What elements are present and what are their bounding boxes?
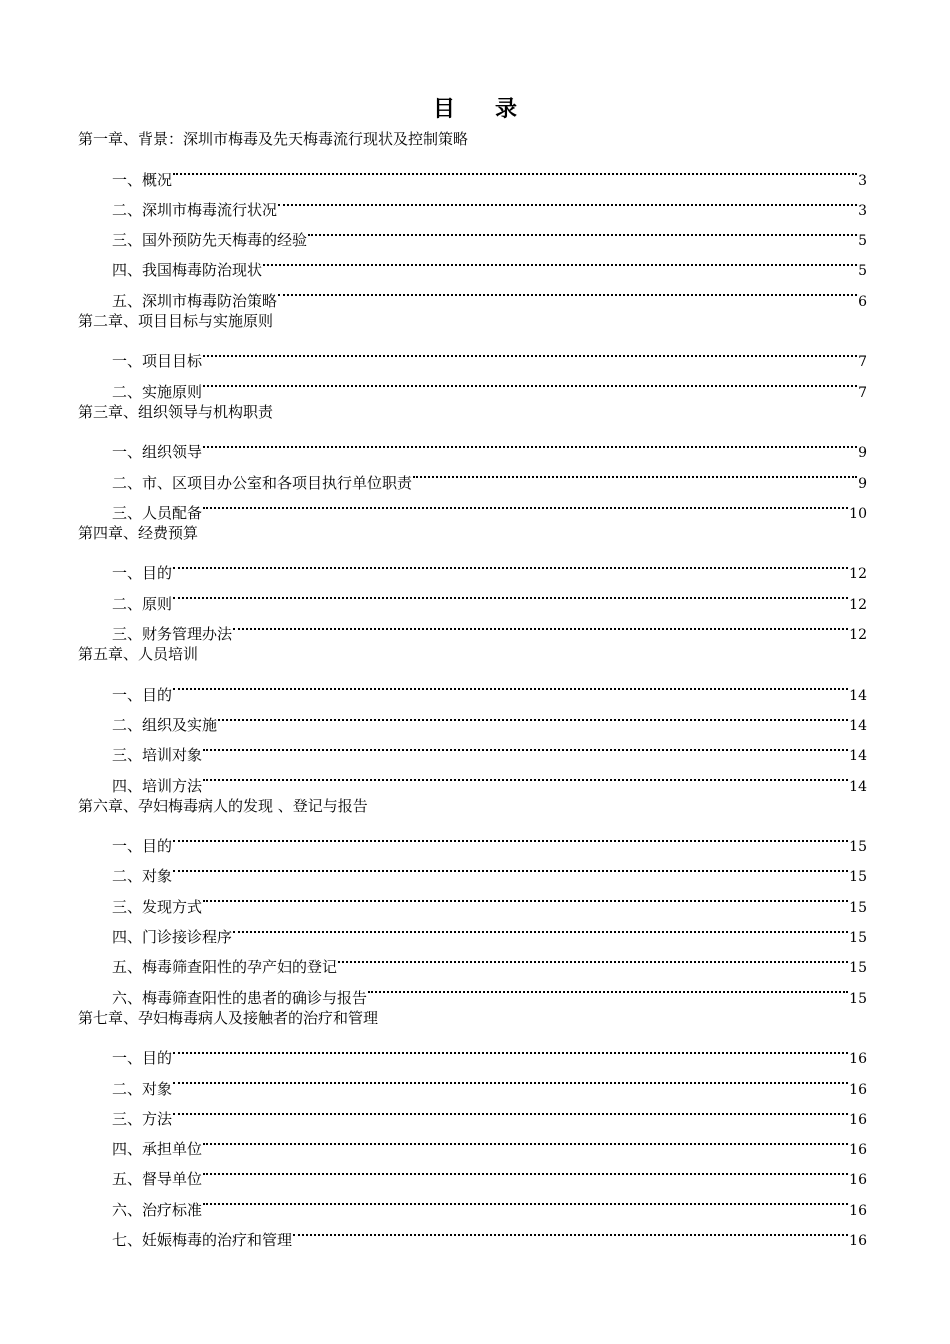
toc-entry-label: 一、组织领导: [112, 443, 203, 462]
toc-entry-page-number: 7: [858, 354, 867, 371]
toc-entry-page-number: 14: [849, 687, 867, 704]
toc-chapter-label: 第三章、组织领导与机构职责: [78, 402, 274, 421]
toc-entry[interactable]: [78, 578, 867, 613]
toc-entry-page-number: 3: [858, 172, 867, 189]
dot-leader: [203, 1124, 848, 1154]
toc-entry-page-number: 16: [849, 1051, 867, 1068]
toc-entry-label: 三、培训对象: [112, 746, 203, 765]
toc-entry[interactable]: [78, 669, 867, 704]
toc-entry-page-number: 16: [849, 1232, 867, 1249]
dot-leader: [203, 488, 848, 518]
toc-chapter[interactable]: [78, 639, 867, 669]
toc-entry-page-number: 16: [849, 1142, 867, 1159]
toc-entry-label: 二、实施原则: [112, 382, 203, 401]
toc-entry[interactable]: [78, 185, 867, 219]
toc-chapter-label: 第二章、项目目标与实施原则: [78, 311, 274, 330]
dot-leader: [173, 851, 848, 881]
toc-entry[interactable]: [78, 548, 867, 583]
toc-title-left: 目: [432, 96, 455, 122]
toc-entry-label: 一、目的: [112, 837, 173, 856]
dot-leader: [203, 427, 857, 457]
toc-entry-label: 三、方法: [112, 1109, 173, 1128]
dot-leader: [173, 154, 857, 184]
table-of-contents: [78, 124, 867, 1249]
toc-entry[interactable]: [78, 427, 867, 462]
toc-chapter-label: 第七章、孕妇梅毒病人及接触者的治疗和管理: [78, 1008, 379, 1027]
toc-entry-page-number: 16: [849, 1111, 867, 1128]
toc-chapter[interactable]: [78, 306, 867, 336]
dot-leader: [203, 336, 857, 366]
toc-entry-page-number: 15: [849, 930, 867, 947]
toc-entry-label: 七、妊娠梅毒的治疗和管理: [112, 1230, 293, 1249]
toc-entry-label: 三、人员配备: [112, 503, 203, 522]
toc-entry[interactable]: [78, 154, 867, 189]
dot-leader: [173, 578, 848, 608]
toc-entry-page-number: 12: [849, 596, 867, 613]
toc-entry-label: 六、梅毒筛查阳性的患者的确诊与报告: [112, 988, 368, 1007]
toc-entry-page-number: 9: [858, 445, 867, 462]
dot-leader: [218, 700, 848, 730]
toc-entry-label: 四、培训方法: [112, 776, 203, 795]
dot-leader: [203, 881, 848, 911]
toc-entry[interactable]: [78, 700, 867, 734]
toc-chapter[interactable]: [78, 124, 867, 154]
toc-entry[interactable]: [78, 1124, 867, 1159]
toc-chapter[interactable]: [78, 397, 867, 427]
toc-title: [0, 92, 950, 123]
toc-entry-page-number: 15: [849, 990, 867, 1007]
toc-chapter[interactable]: [78, 518, 867, 548]
toc-entry-label: 二、对象: [112, 867, 173, 886]
toc-entry-page-number: 12: [849, 627, 867, 644]
dot-leader: [173, 1033, 848, 1063]
toc-entry[interactable]: [78, 851, 867, 886]
toc-entry-page-number: 14: [849, 717, 867, 734]
toc-entry-page-number: 7: [858, 384, 867, 401]
dot-leader: [308, 215, 857, 245]
dot-leader: [203, 1154, 848, 1184]
dot-leader: [203, 760, 848, 790]
toc-chapter[interactable]: [78, 791, 867, 821]
toc-entry[interactable]: [78, 1063, 867, 1098]
dot-leader: [203, 366, 857, 396]
toc-entry-label: 五、深圳市梅毒防治策略: [112, 291, 278, 310]
dot-leader: [368, 972, 848, 1002]
toc-entry-label: 三、财务管理办法: [112, 625, 233, 644]
toc-chapter-label: 第五章、人员培训: [78, 645, 199, 664]
toc-entry-page-number: 9: [858, 475, 867, 492]
toc-entry-label: 五、督导单位: [112, 1170, 203, 1189]
toc-entry-label: 一、项目目标: [112, 352, 203, 371]
toc-entry-label: 五、梅毒筛查阳性的孕产妇的登记: [112, 958, 338, 977]
dot-leader: [293, 1215, 848, 1245]
toc-entry-page-number: 12: [849, 566, 867, 583]
dot-leader: [278, 275, 857, 305]
dot-leader: [173, 821, 848, 851]
toc-entry[interactable]: [78, 1094, 867, 1128]
toc-entry-label: 一、目的: [112, 685, 173, 704]
toc-entry-page-number: 15: [849, 960, 867, 977]
toc-entry-label: 四、我国梅毒防治现状: [112, 261, 263, 280]
toc-entry[interactable]: [78, 609, 867, 644]
dot-leader: [233, 609, 848, 639]
toc-entry-label: 四、门诊接诊程序: [112, 928, 233, 947]
toc-entry-label: 二、组织及实施: [112, 715, 218, 734]
toc-entry-page-number: 16: [849, 1172, 867, 1189]
toc-entry-page-number: 14: [849, 778, 867, 795]
toc-entry-page-number: 10: [849, 505, 867, 522]
dot-leader: [233, 912, 848, 942]
toc-chapter-label: 第一章、背景：深圳市梅毒及先天梅毒流行现状及控制策略: [78, 130, 469, 148]
dot-leader: [173, 1094, 848, 1124]
toc-entry-page-number: 16: [849, 1202, 867, 1219]
dot-leader: [173, 669, 848, 699]
dot-leader: [203, 730, 848, 760]
toc-entry-page-number: 14: [849, 748, 867, 765]
dot-leader: [263, 245, 857, 275]
dot-leader: [173, 548, 848, 578]
dot-leader: [203, 1184, 848, 1214]
toc-entry-label: 三、国外预防先天梅毒的经验: [112, 231, 308, 250]
toc-entry-page-number: 15: [849, 869, 867, 886]
toc-entry[interactable]: [78, 881, 867, 916]
toc-entry-page-number: 16: [849, 1081, 867, 1098]
toc-title-right: 录: [495, 96, 518, 122]
toc-entry-label: 二、对象: [112, 1079, 173, 1098]
toc-entry-label: 一、目的: [112, 1049, 173, 1068]
dot-leader: [413, 457, 857, 487]
toc-entry-page-number: 15: [849, 839, 867, 856]
toc-chapter-label: 第四章、经费预算: [78, 523, 199, 542]
toc-entry[interactable]: [78, 336, 867, 371]
toc-entry[interactable]: [78, 821, 867, 856]
toc-entry[interactable]: [78, 1033, 867, 1068]
toc-chapter[interactable]: [78, 1003, 867, 1033]
toc-entry-label: 四、承担单位: [112, 1140, 203, 1159]
toc-entry-page-number: 5: [858, 263, 867, 280]
toc-entry-page-number: 3: [858, 202, 867, 219]
toc-entry-label: 一、概况: [112, 170, 173, 189]
toc-entry-page-number: 5: [858, 233, 867, 250]
toc-chapter-label: 第六章、孕妇梅毒病人的发现 、登记与报告: [78, 796, 368, 815]
toc-entry-page-number: 6: [858, 293, 867, 310]
dot-leader: [173, 1063, 848, 1093]
toc-entry-label: 二、市、区项目办公室和各项目执行单位职责: [112, 473, 413, 492]
toc-entry-label: 三、发现方式: [112, 897, 203, 916]
toc-entry-page-number: 15: [849, 899, 867, 916]
toc-entry-label: 二、原则: [112, 594, 173, 613]
toc-entry-label: 一、目的: [112, 564, 173, 583]
toc-entry-label: 六、治疗标准: [112, 1200, 203, 1219]
dot-leader: [338, 942, 848, 972]
toc-entry-label: 二、深圳市梅毒流行状况: [112, 200, 278, 219]
dot-leader: [278, 185, 857, 215]
